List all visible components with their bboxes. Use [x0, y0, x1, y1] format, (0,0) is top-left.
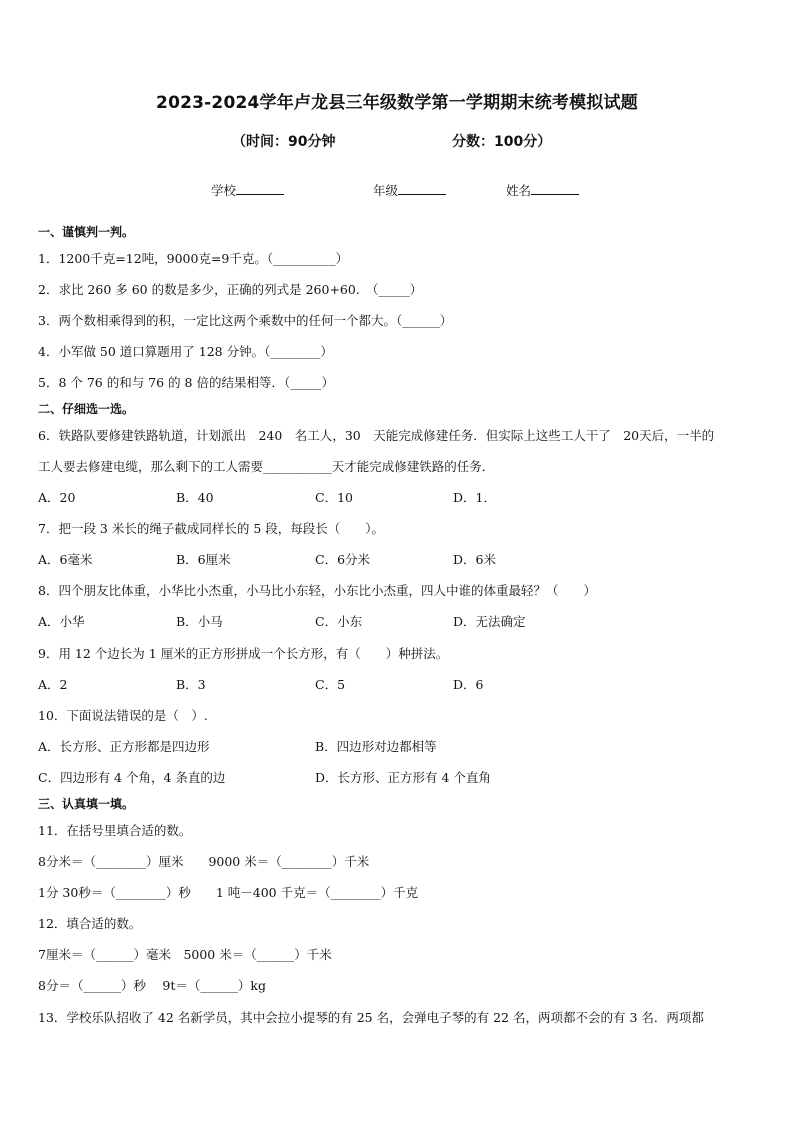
question-12: 12．填合适的数。 — [38, 916, 142, 931]
question-6-line-1: 6．铁路队要修建铁路轨道，计划派出 240 名工人，30 天能完成修建任务．但实际上这些工人干了 20天后，一半的 — [38, 428, 715, 443]
question-6-option-b: B．40 — [176, 490, 214, 505]
question-7-option-d: D．6米 — [453, 552, 496, 567]
question-3: 3．两个数相乘得到的积，一定比这两个乘数中的任何一个都大。（______） — [38, 313, 453, 328]
question-4: 4．小军做 50 道口算题用了 128 分钟。（________） — [38, 344, 333, 359]
question-7-option-a: A．6毫米 — [38, 552, 93, 567]
question-12-line-2: 8分＝（______）秒 9t＝（______）kg — [38, 978, 266, 993]
exam-time: （时间：90分钟 — [232, 134, 336, 150]
name-blank — [531, 182, 579, 195]
question-9-option-c: C．5 — [315, 677, 346, 692]
school-label: 学校 — [211, 183, 237, 198]
name-field — [506, 181, 579, 199]
school-field — [211, 181, 284, 199]
exam-score: 分数：100分） — [452, 134, 552, 150]
section-2-heading: 二、仔细选一选。 — [38, 402, 135, 416]
question-9-option-d: D．6 — [453, 677, 484, 692]
question-7: 7．把一段 3 米长的绳子截成同样长的 5 段，每段长（ ）。 — [38, 521, 385, 536]
question-11-line-2: 1分 30秒＝（________）秒 1 吨－400 千克＝（________）千克 — [38, 885, 419, 900]
question-9-option-a: A．2 — [38, 677, 68, 692]
question-11: 11．在括号里填合适的数。 — [38, 823, 192, 838]
school-blank — [236, 182, 284, 195]
question-10-option-b: B．四边形对边都相等 — [315, 739, 437, 754]
question-11-line-1: 8分米＝（________）厘米 9000 米＝（________）千米 — [38, 854, 370, 869]
question-6-option-a: A．20 — [38, 490, 76, 505]
grade-field — [373, 181, 446, 199]
grade-blank — [398, 182, 446, 195]
question-10-option-d: D．长方形、正方形有 4 个直角 — [315, 770, 491, 785]
question-8: 8．四个朋友比体重，小华比小杰重，小马比小东轻，小东比小杰重，四人中谁的体重最轻？（ ） — [38, 583, 596, 598]
question-12-line-1: 7厘米＝（______）毫米 5000 米＝（______）千米 — [38, 947, 332, 962]
question-6-option-d: D．1． — [453, 490, 496, 505]
question-1: 1．1200千克=12吨，9000克=9千克。（__________） — [38, 251, 349, 266]
question-10-option-c: C．四边形有 4 个角，4 条直的边 — [38, 770, 226, 785]
question-10: 10．下面说法错误的是（ ）. — [38, 708, 208, 723]
question-9: 9．用 12 个边长为 1 厘米的正方形拼成一个长方形，有（ ）种拼法。 — [38, 646, 449, 661]
section-3-heading: 三、认真填一填。 — [38, 797, 135, 811]
section-1-heading: 一、谨慎判一判。 — [38, 225, 135, 239]
question-5: 5．8 个 76 的和与 76 的 8 倍的结果相等．（_____） — [38, 375, 334, 390]
question-10-option-a: A．长方形、正方形都是四边形 — [38, 739, 210, 754]
question-8-option-b: B．小马 — [176, 614, 223, 629]
question-8-option-a: A．小华 — [38, 614, 85, 629]
question-9-option-b: B．3 — [176, 677, 206, 692]
question-6-line-2: 工人要去修建电缆，那么剩下的工人需要___________天才能完成修建铁路的任务． — [38, 459, 495, 474]
question-7-option-c: C．6分米 — [315, 552, 371, 567]
question-8-option-d: D．无法确定 — [453, 614, 526, 629]
question-6-option-c: C．10 — [315, 490, 353, 505]
question-13: 13．学校乐队招收了 42 名新学员，其中会拉小提琴的有 25 名，会弹电子琴的有 22 名，两项都不会的有 3 名．两项都 — [38, 1010, 704, 1025]
name-label: 姓名 — [506, 183, 532, 198]
question-7-option-b: B．6厘米 — [176, 552, 231, 567]
question-8-option-c: C．小东 — [315, 614, 363, 629]
grade-label: 年级 — [373, 183, 399, 198]
exam-title: 2023-2024学年卢龙县三年级数学第一学期期末统考模拟试题 — [156, 93, 638, 113]
question-2: 2．求比 260 多 60 的数是多少，正确的列式是 260+60. （_____） — [38, 282, 423, 297]
